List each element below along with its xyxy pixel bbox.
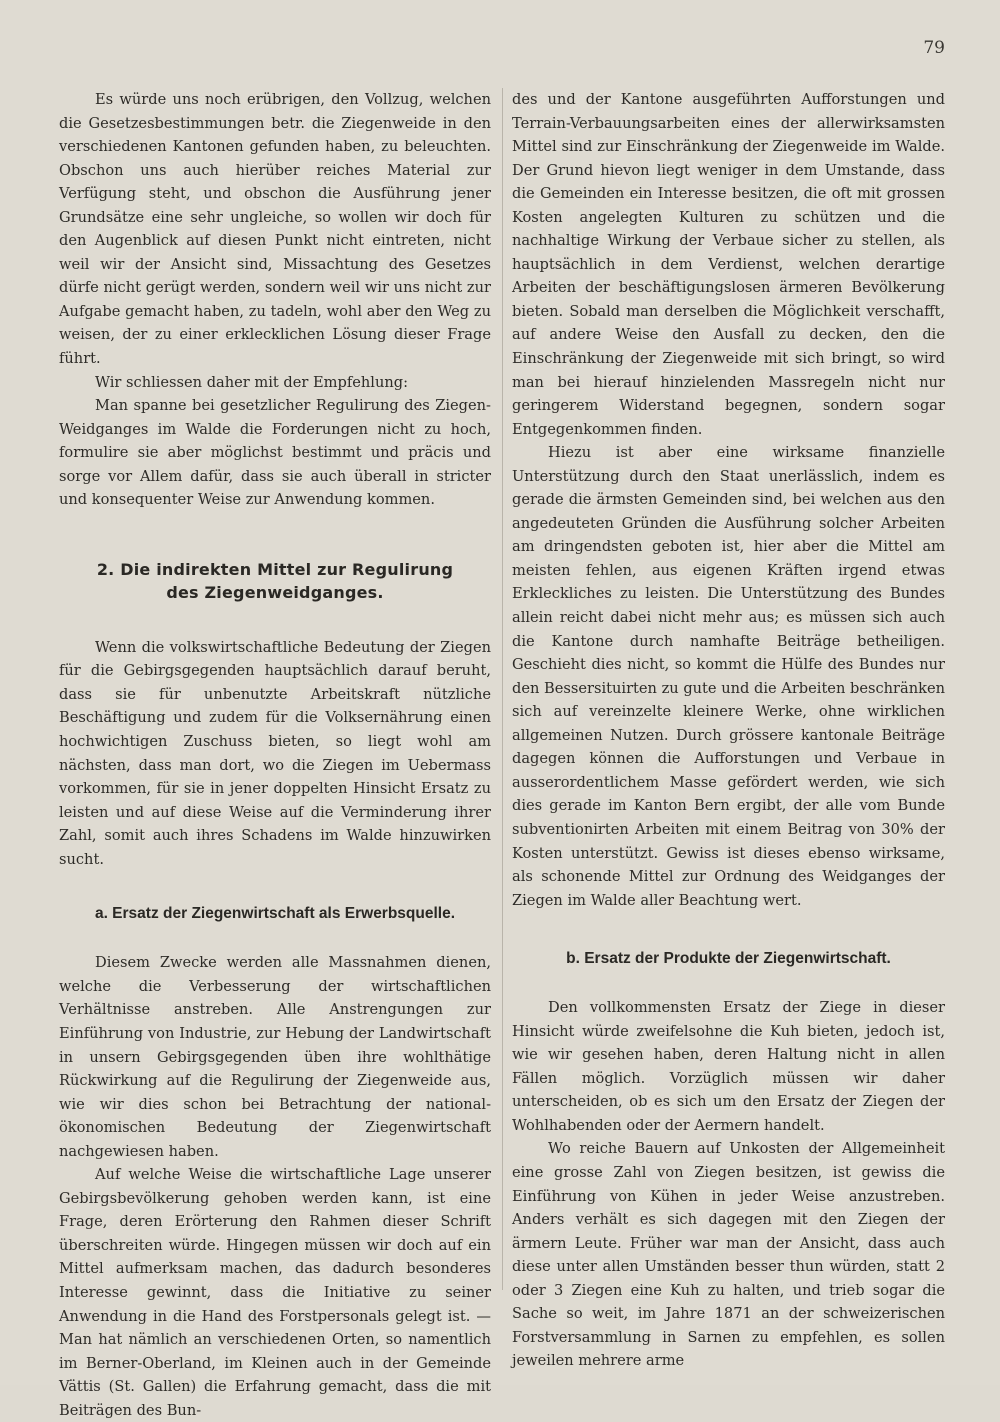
section-heading (59, 558, 491, 604)
section-heading-line-2: des Ziegenweidganges. (166, 582, 384, 602)
column-divider (502, 88, 503, 1290)
paragraph: Wo reiche Bauern auf Unkosten der Allgemeinheit eine grosse Zahl von Ziegen besitzen, ist gewiss die Einführung von Kühen in jeder Weise anzustreben. Anders verhält es sich dagegen mit den Ziegen der ärmern Leute. Früher war man der Ansicht, dass auch diese unter allen Umständen besser thun würden, statt 2 oder 3 Ziegen eine Kuh zu halten, und trieb sogar die Sache so weit, im Jahre 1871 an der schweizerischen Forstversammlung in Sarnen zu empfehlen, es sollen jeweilen mehrere arme (512, 1140, 945, 1370)
page-number: 79 (923, 38, 945, 58)
paragraph: Wir schliessen daher mit der Empfehlung: (95, 373, 409, 391)
paragraph: Auf welche Weise die wirtschaftliche Lage unserer Gebirgsbevölkerung gehoben werden kann, ist eine Frage, deren Erörterung den Rahmen dieser Schrift überschreiten würde. Hingegen müssen wir doch auf ein Mittel aufmerksam machen, das dadurch besonderes Interesse gewinnt, dass die Initiative zu seiner Anwendung in die Hand des Forstpersonals gelegt ist. — Man hat nämlich an verschiedenen Orten, so namentlich im Berner-Oberland, im Kleinen auch in der Gemeinde Vättis (St. Gallen) die Erfahrung gemacht, dass die mit Beiträgen des Bun- (59, 1166, 491, 1419)
subheading-b: b. Ersatz der Produkte der Ziegenwirtschaft. (566, 950, 891, 968)
paragraph: Es würde uns noch erübrigen, den Vollzug, welchen die Gesetzesbestimmungen betr. die Ziegenweide in den verschiedenen Kantonen gefunden haben, zu beleuchten. Obschon uns auch hierüber reiches Material zur Verfügung steht, und obschon die Ausführung jener Grundsätze eine sehr ungleiche, so wollen wir doch für den Augenblick auf diesen Punkt nicht eintreten, nicht weil wir der Ansicht sind, Missachtung des Gesetzes dürfe nicht gerügt werden, sondern weil wir uns nicht zur Aufgabe gemacht haben, zu tadeln, wohl aber den Weg zu weisen, der zu einer erklecklichen Lösung dieser Frage führt. (59, 91, 491, 368)
recommendation-paragraph: Man spanne bei gesetzlicher Regulirung des Ziegen-Weidganges im Walde die Forderungen nicht zu hoch, formulire sie aber möglichst bestimmt und präcis und sorge vor Allem dafür, dass sie auch überall in stricter und konsequenter Weise zur Anwendung kommen. (59, 397, 491, 509)
paragraph: Hiezu ist aber eine wirksame finanzielle Unterstützung durch den Staat unerlässlich, indem es gerade die ärmsten Gemeinden sind, bei welchen aus den angedeuteten Gründen die Ausführung solcher Arbeiten am dringendsten geboten ist, hier aber die Mittel am meisten fehlen, aus eigenen Kräften irgend etwas Erkleckliches zu leisten. Die Unterstützung des Bundes allein reicht dabei nicht mehr aus; es müssen sich auch die Kantone durch namhafte Beiträge betheiligen. Geschieht dies nicht, so kommt die Hülfe des Bundes nur den Bessersituirten zu gute und die Arbeiten beschränken sich auf vereinzelte kleinere Werke, ohne wirklichen allgemeinen Nutzen. Durch grössere kantonale Beiträge dagegen können die Aufforstungen und Verbaue in ausserordentlichem Masse gefördert werden, wie sich dies gerade im Kanton Bern ergibt, der alle vom Bunde subventionirten Arbeiten mit einem Beitrag von 30% der Kosten unterstützt. Gewiss ist dieses ebenso wirksame, als schonende Mittel zur Ordnung des Weidganges der Ziegen im Walde aller Beachtung wert. (512, 444, 945, 909)
paragraph: Wenn die volkswirtschaftliche Bedeutung der Ziegen für die Gebirgsgegenden hauptsächlich darauf beruht, dass sie für unbenutzte Arbeitskraft nützliche Beschäftigung und zudem für die Volksernährung einen hochwichtigen Zuschuss bieten, so liegt wohl am nächsten, dass man dort, wo die Ziegen im Uebermass vorkommen, für sie in jener doppelten Hinsicht Ersatz zu leisten und auf diese Weise auf die Verminderung ihrer Zahl, somit auch ihres Schadens im Walde hinzuwirken sucht. (59, 638, 491, 868)
left-column (59, 88, 491, 1422)
subheading-a: a. Ersatz der Ziegenwirtschaft als Erwerbsquelle. (94, 905, 456, 923)
paragraph: Den vollkommensten Ersatz der Ziege in dieser Hinsicht würde zweifelsohne die Kuh bieten, jedoch ist, wie wir gesehen haben, deren Haltung nicht in allen Fällen möglich. Vorzüglich müssen wir daher unterscheiden, ob es sich um den Ersatz der Ziegen der Wohlhabenden oder der Aermern handelt. (512, 999, 945, 1134)
right-column (512, 88, 945, 1373)
paragraph: Diesem Zwecke werden alle Massnahmen dienen, welche die Verbesserung der wirtschaftlichen Verhältnisse anstreben. Alle Anstrengungen zur Einführung von Industrie, zur Hebung der Landwirtschaft in unsern Gebirgsgegenden üben ihre wohlthätige Rückwirkung auf die Regulirung der Ziegenweide aus, wie wir dies schon bei Betrachtung der national-ökonomischen Bedeutung der Ziegenwirtschaft nachgewiesen haben. (59, 954, 491, 1160)
section-heading-line-1: 2. Die indirekten Mittel zur Regulirung (96, 559, 454, 579)
paragraph-continued: des und der Kantone ausgeführten Aufforstungen und Terrain-Verbauungsarbeiten eines der allerwirksamsten Mittel sind zur Einschränkung der Ziegenweide im Walde. Der Grund hievon liegt weniger in dem Umstande, dass die Gemeinden ein Interesse besitzen, die oft mit grossen Kosten angelegten Kulturen zu schützen und die nachhaltige Wirkung der Verbaue sicher zu stellen, als hauptsächlich in dem Verdienst, welchen derartige Arbeiten der beschäftigungslosen ärmeren Bevölkerung bieten. Sobald man derselben die Möglichkeit verschafft, auf andere Weise den Ausfall zu decken, den die Einschränkung der Ziegenweide mit sich bringt, so wird man bei hierauf hinzielenden Massregeln nicht nur geringerem Widerstand begegnen, sondern sogar Entgegenkommen finden. (512, 91, 945, 438)
